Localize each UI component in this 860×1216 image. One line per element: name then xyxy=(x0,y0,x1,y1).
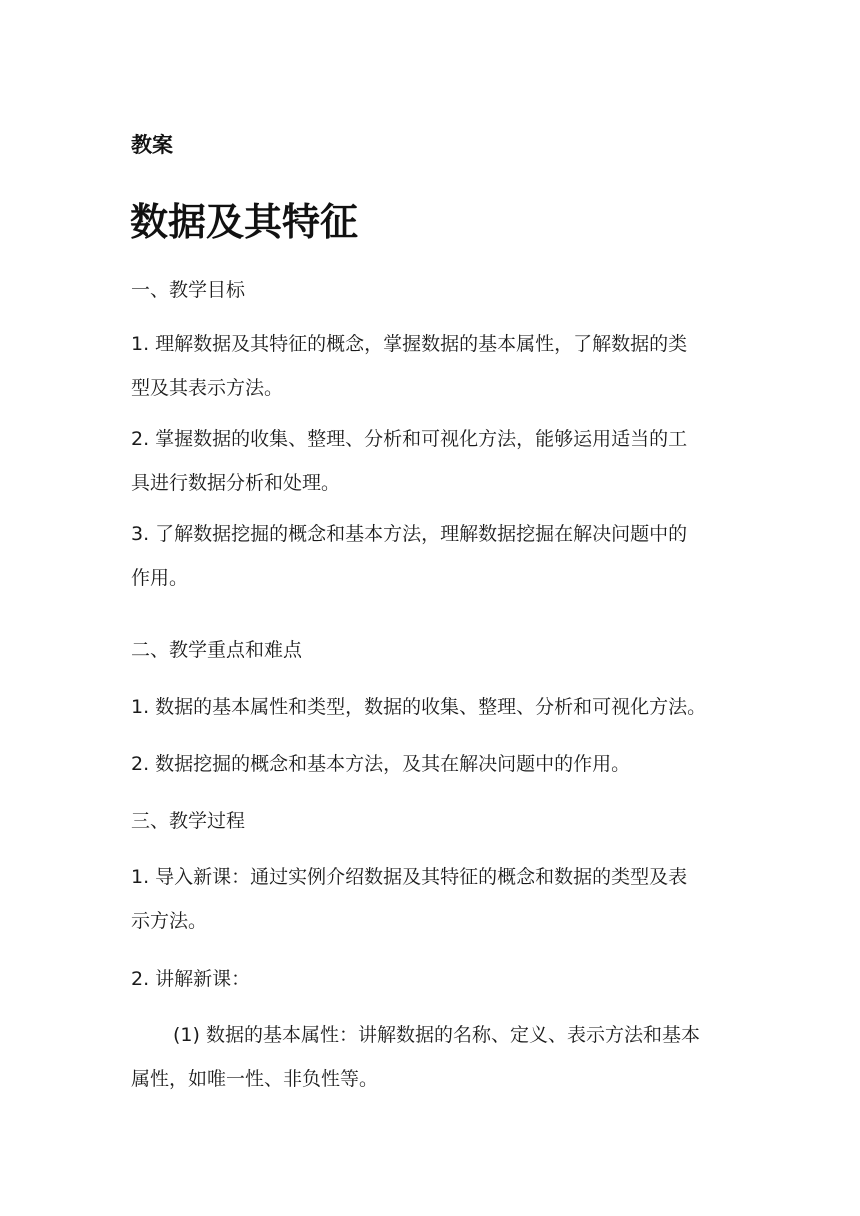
paragraph-line: 2. 数据挖掘的概念和基本方法，及其在解决问题中的作用。 xyxy=(131,753,631,775)
section-heading-objectives: 一、教学目标 xyxy=(131,279,246,301)
paragraph-line: 2. 掌握数据的收集、整理、分析和可视化方法，能够运用适当的工 xyxy=(131,428,688,450)
paragraph-line: 2. 讲解新课： xyxy=(131,968,251,990)
paragraph-line: 3. 了解数据挖掘的概念和基本方法，理解数据挖掘在解决问题中的 xyxy=(131,523,688,545)
paragraph-line: 型及其表示方法。 xyxy=(131,377,284,399)
paragraph-line: 1. 理解数据及其特征的概念，掌握数据的基本属性，了解数据的类 xyxy=(131,333,688,355)
paragraph-line: 作用。 xyxy=(131,567,189,589)
paragraph-line: 属性，如唯一性、非负性等。 xyxy=(131,1068,379,1090)
document-label: 教案 xyxy=(131,133,173,157)
paragraph-line-indented: (1) 数据的基本属性：讲解数据的名称、定义、表示方法和基本 xyxy=(173,1024,700,1046)
paragraph-line: 1. 导入新课：通过实例介绍数据及其特征的概念和数据的类型及表 xyxy=(131,866,688,888)
section-heading-process: 三、教学过程 xyxy=(131,810,246,832)
section-heading-key-points: 二、教学重点和难点 xyxy=(131,639,303,661)
paragraph-line: 1. 数据的基本属性和类型，数据的收集、整理、分析和可视化方法。 xyxy=(131,696,707,718)
paragraph-line: 示方法。 xyxy=(131,910,208,932)
paragraph-line: 具进行数据分析和处理。 xyxy=(131,472,341,494)
document-title: 数据及其特征 xyxy=(130,200,359,244)
